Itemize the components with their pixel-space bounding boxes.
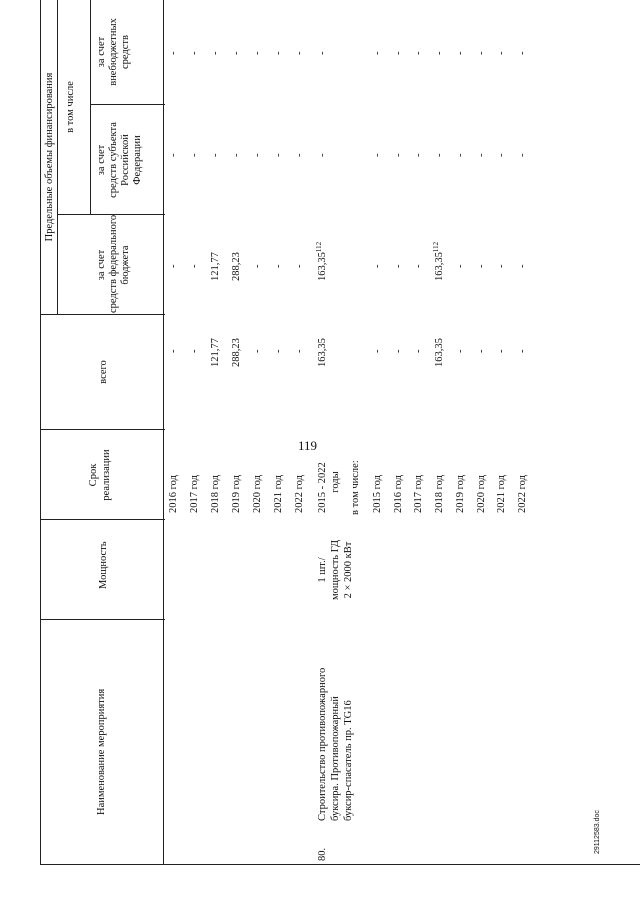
- row-80-name-1: Строительство противопожарного: [317, 667, 328, 821]
- row-80-year-6-total: -: [496, 349, 508, 353]
- continuation-row-1-regional: -: [189, 153, 200, 157]
- row-80-year-3-federal: 163,35$^{112}$: [432, 241, 446, 281]
- row-80-including-label: в том числе:: [350, 460, 361, 515]
- page-number: 119: [298, 438, 318, 453]
- row-80-year-1-regional: -: [392, 153, 404, 157]
- header-regional-1: за счет: [96, 144, 107, 176]
- header-extra-2: внебюджетных: [108, 18, 119, 86]
- continuation-row-2-regional: -: [210, 153, 221, 157]
- header-extra-1: за счет: [96, 36, 107, 68]
- continuation-row-2-total: 121,77: [210, 338, 221, 367]
- row-80-year-6-regional: -: [496, 153, 508, 157]
- row-80-year-5-total: -: [475, 349, 487, 353]
- including-divider: [90, 0, 91, 215]
- header-regional-3: Российской: [120, 134, 131, 186]
- row-80-year-4-federal: -: [454, 264, 466, 268]
- row-80-year-5-regional: -: [475, 153, 487, 157]
- continuation-row-6-regional: -: [294, 153, 305, 157]
- continuation-row-5-total: -: [273, 349, 284, 353]
- funding-divider: [57, 0, 58, 315]
- continuation-row-3-year: 2019 год: [231, 475, 242, 513]
- row-80-year-1-extra: -: [392, 51, 404, 55]
- row-80-year-0-federal: -: [372, 264, 383, 268]
- col-divider-period-total: [40, 429, 165, 430]
- header-period-2: реализации: [101, 449, 112, 501]
- continuation-row-5-year: 2021 год: [273, 475, 284, 513]
- row-80-year-2-federal: -: [413, 264, 425, 268]
- header-federal-2: средств федерального: [108, 214, 119, 313]
- header-name: Наименование мероприятия: [96, 688, 107, 815]
- col-divider-capacity-period: [40, 519, 165, 520]
- row-80-year-7-extra: -: [516, 51, 528, 55]
- row-80-year-0-total: -: [372, 349, 383, 353]
- table-left-border: [40, 864, 640, 865]
- row-80-year-3-total: 163,35: [434, 338, 446, 367]
- header-period-1: Срок: [88, 463, 99, 487]
- continuation-row-6-federal: -: [294, 264, 305, 268]
- col-divider-name-capacity: [40, 619, 165, 620]
- header-federal-1: за счет: [96, 249, 107, 281]
- row-80-name-2: буксира. Противопожарный: [330, 696, 341, 821]
- continuation-row-0-federal: -: [168, 264, 179, 268]
- header-regional-2: средств субъекта: [108, 122, 119, 198]
- continuation-row-3-total: 288,23: [231, 338, 242, 367]
- row-80-year-0-year: 2015 год: [372, 475, 383, 513]
- continuation-row-0-year: 2016 год: [168, 475, 179, 513]
- row-80-year-6-year: 2021 год: [496, 475, 508, 513]
- header-total: всего: [98, 360, 109, 384]
- continuation-row-0-regional: -: [168, 153, 179, 157]
- header-regional-4: Федерации: [132, 135, 143, 185]
- row-80-year-4-year: 2019 год: [454, 475, 466, 513]
- continuation-row-5-regional: -: [273, 153, 284, 157]
- continuation-row-1-total: -: [189, 349, 200, 353]
- row-80-year-0-extra: -: [372, 51, 383, 55]
- continuation-row-6-year: 2022 год: [294, 475, 305, 513]
- continuation-row-1-extra: -: [189, 51, 200, 55]
- continuation-row-2-federal: 121,77: [210, 252, 221, 281]
- row-80-year-1-federal: -: [392, 264, 404, 268]
- col-divider-total-federal: [40, 314, 165, 315]
- row-80-year-1-year: 2016 год: [392, 475, 404, 513]
- col-divider-regional-extra: [90, 104, 165, 105]
- row-80-total: 163,35: [317, 338, 328, 367]
- row-80-year-1-total: -: [392, 349, 404, 353]
- continuation-row-4-total: -: [252, 349, 263, 353]
- row-80-year-7-regional: -: [516, 153, 528, 157]
- continuation-row-6-total: -: [294, 349, 305, 353]
- header-bottom-border: [163, 0, 164, 865]
- continuation-row-0-total: -: [168, 349, 179, 353]
- row-80-period-1: 2015 - 2022: [317, 462, 328, 513]
- continuation-row-2-extra: -: [210, 51, 221, 55]
- row-80-year-5-federal: -: [475, 264, 487, 268]
- row-80-year-3-regional: -: [434, 153, 446, 157]
- row-80-capacity-3: 2 × 2000 кВт: [343, 541, 354, 599]
- continuation-row-6-extra: -: [294, 51, 305, 55]
- row-80-year-3-extra: -: [434, 51, 446, 55]
- row-80-federal: 163,35$^{112}$: [315, 241, 328, 281]
- header-funding: Предельные объемы финансирования: [44, 72, 55, 242]
- row-80-year-4-total: -: [454, 349, 466, 353]
- header-capacity: Мощность: [98, 541, 109, 589]
- row-80-name-3: буксир-спасатель пр. TG16: [343, 700, 354, 821]
- row-80-year-7-federal: -: [516, 264, 528, 268]
- table-top-border: [40, 0, 41, 865]
- row-80-year-2-regional: -: [413, 153, 425, 157]
- row-80-year-3-year: 2018 год: [434, 475, 446, 513]
- continuation-row-2-year: 2018 год: [210, 475, 221, 513]
- row-80-regional: -: [317, 153, 328, 157]
- row-80-year-5-extra: -: [475, 51, 487, 55]
- footer-filename: 29112583.doc: [594, 810, 601, 854]
- header-including: в том числе: [65, 81, 76, 133]
- row-80-year-2-total: -: [413, 349, 425, 353]
- row-80-number: 80.: [317, 847, 328, 861]
- header-extra-3: средств: [120, 35, 131, 69]
- continuation-row-4-regional: -: [252, 153, 263, 157]
- continuation-row-5-federal: -: [273, 264, 284, 268]
- row-80-period-2: годы: [330, 471, 341, 493]
- continuation-row-4-year: 2020 год: [252, 475, 263, 513]
- header-federal-3: бюджета: [120, 245, 131, 285]
- row-80-year-0-regional: -: [372, 153, 383, 157]
- row-80-year-2-extra: -: [413, 51, 425, 55]
- continuation-row-5-extra: -: [273, 51, 284, 55]
- continuation-row-3-regional: -: [231, 153, 242, 157]
- row-80-year-6-extra: -: [496, 51, 508, 55]
- continuation-row-4-federal: -: [252, 264, 263, 268]
- continuation-row-3-federal: 288,23: [231, 252, 242, 281]
- row-80-year-4-extra: -: [454, 51, 466, 55]
- row-80-year-4-regional: -: [454, 153, 466, 157]
- row-80-capacity-1: 1 шт./: [317, 557, 328, 583]
- continuation-row-1-year: 2017 год: [189, 475, 200, 513]
- continuation-row-0-extra: -: [168, 51, 179, 55]
- continuation-row-1-federal: -: [189, 264, 200, 268]
- row-80-capacity-2: мощность ГД: [330, 539, 341, 601]
- continuation-row-3-extra: -: [231, 51, 242, 55]
- row-80-year-2-year: 2017 год: [413, 475, 425, 513]
- row-80-year-6-federal: -: [496, 264, 508, 268]
- row-80-year-5-year: 2020 год: [475, 475, 487, 513]
- continuation-row-4-extra: -: [252, 51, 263, 55]
- row-80-year-7-year: 2022 год: [516, 475, 528, 513]
- row-80-extra: -: [317, 51, 328, 55]
- row-80-year-7-total: -: [516, 349, 528, 353]
